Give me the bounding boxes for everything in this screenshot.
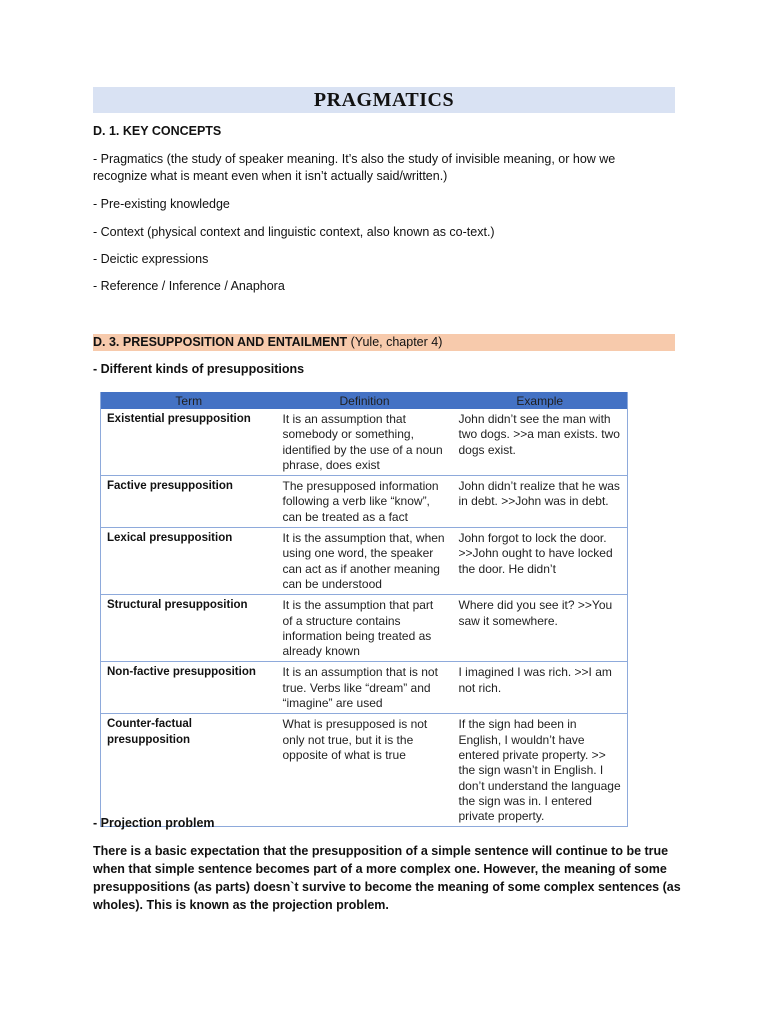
row-term: Lexical presupposition xyxy=(101,528,277,595)
header-definition: Definition xyxy=(277,392,453,409)
concept-item-pragmatics-line1: - Pragmatics (the study of speaker meaning. It’s also the study of invisible meaning, or how we xyxy=(93,152,616,166)
key-concepts-heading: D. 1. KEY CONCEPTS xyxy=(93,124,222,138)
presupposition-table xyxy=(100,392,627,827)
header-term: Term xyxy=(101,392,277,409)
row-definition: The presupposed information following a verb like “know”, can be treated as a fact xyxy=(277,476,453,528)
concept-item-deictic-expressions: - Deictic expressions xyxy=(93,252,209,266)
paragraph-line: presuppositions (as parts) doesn`t survive to become the meaning of some complex sentences (as xyxy=(93,880,681,894)
row-term: Non-factive presupposition xyxy=(101,662,277,714)
section-heading-source: (Yule, chapter 4) xyxy=(347,335,443,349)
table-row xyxy=(101,476,628,528)
projection-problem-paragraph xyxy=(93,842,683,914)
row-example: I imagined I was rich. >>I am not rich. xyxy=(453,662,628,714)
row-example: If the sign had been in English, I wouldn’t have entered private property. >> the sign wasn’t in English. I don’t understand the language the sign was in. I entered private property. xyxy=(453,714,628,827)
row-definition: It is the assumption that part of a structure contains information being treated as already known xyxy=(277,595,453,662)
table-row xyxy=(101,714,628,827)
concept-item-context: - Context (physical context and linguistic context, also known as co-text.) xyxy=(93,225,495,239)
section-heading-bold: D. 3. PRESUPPOSITION AND ENTAILMENT xyxy=(93,335,348,349)
concept-item-reference: - Reference / Inference / Anaphora xyxy=(93,279,285,293)
concept-item-pre-existing-knowledge: - Pre-existing knowledge xyxy=(93,197,230,211)
row-example: Where did you see it? >>You saw it somewhere. xyxy=(453,595,628,662)
table-row xyxy=(101,662,628,714)
row-example: John didn’t see the man with two dogs. >>a man exists. two dogs exist. xyxy=(453,409,628,476)
paragraph-line: when that simple sentence becomes part of a more complex one. However, the meaning of some xyxy=(93,862,667,876)
row-term: Counter-factual presupposition xyxy=(101,714,277,827)
table-header-row xyxy=(101,392,628,409)
row-term: Existential presupposition xyxy=(101,409,277,476)
header-example: Example xyxy=(453,392,628,409)
row-example: John forgot to lock the door. >>John ought to have locked the door. He didn’t xyxy=(453,528,628,595)
row-definition: It is the assumption that, when using one word, the speaker can act as if another meaning can be understood xyxy=(277,528,453,595)
row-definition: What is presupposed is not only not true, but it is the opposite of what is true xyxy=(277,714,453,827)
row-term: Structural presupposition xyxy=(101,595,277,662)
row-definition: It is an assumption that somebody or something, identified by the use of a noun phrase, does exist xyxy=(277,409,453,476)
table-row xyxy=(101,595,628,662)
row-definition: It is an assumption that is not true. Verbs like “dream” and “imagine” are used xyxy=(277,662,453,714)
projection-problem-heading: - Projection problem xyxy=(93,816,215,830)
table-row xyxy=(101,528,628,595)
row-example: John didn’t realize that he was in debt. >>John was in debt. xyxy=(453,476,628,528)
presupposition-kinds-subheading: - Different kinds of presuppositions xyxy=(93,362,305,376)
row-term: Factive presupposition xyxy=(101,476,277,528)
paragraph-line: There is a basic expectation that the presupposition of a simple sentence will continue to be true xyxy=(93,844,669,858)
section-heading-presupposition xyxy=(93,334,675,351)
concept-item-pragmatics-line2: recognize what is meant even when it isn’t actually said/written.) xyxy=(93,169,448,183)
document-title: PRAGMATICS xyxy=(93,87,675,113)
paragraph-line: wholes). This is known as the projection problem. xyxy=(93,898,389,912)
table-row xyxy=(101,409,628,476)
